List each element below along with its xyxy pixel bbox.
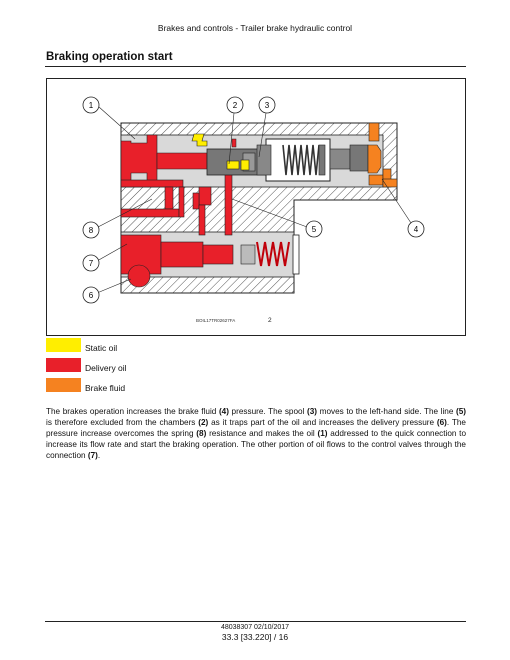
spool-rod bbox=[330, 149, 350, 169]
text-run: The brakes operation increases the brake fluid bbox=[46, 407, 219, 416]
legend-swatch bbox=[46, 338, 81, 352]
spring-seat bbox=[319, 145, 325, 175]
text-run: as it traps part of the oil and increases the delivery pressure bbox=[208, 418, 437, 427]
svg-text:4: 4 bbox=[413, 225, 419, 234]
callout-7 bbox=[83, 244, 127, 271]
footer-document-id: 48038307 02/10/2017 bbox=[220, 624, 290, 631]
footer-rule bbox=[45, 621, 466, 622]
legend-label: Delivery oil bbox=[85, 363, 127, 373]
figure-frame bbox=[46, 78, 466, 336]
svg-text:1: 1 bbox=[88, 101, 94, 110]
ref-6: (6) bbox=[436, 418, 447, 427]
ref-1: (1) bbox=[317, 429, 328, 438]
figure-number: 2 bbox=[268, 317, 272, 324]
header-rule bbox=[45, 66, 466, 67]
hydraulic-valve-diagram bbox=[47, 79, 465, 335]
legend-label: Brake fluid bbox=[85, 383, 126, 393]
spring-piston bbox=[257, 145, 271, 175]
text-run: . The pressure increase overcomes the spring bbox=[46, 418, 466, 438]
ref-4: (4) bbox=[218, 407, 229, 416]
legend-swatch bbox=[46, 358, 81, 372]
text-run: addressed to the quick connection to increase its flow rate and start the braking operation. The other portion of oil flows to the control valves through the connection bbox=[46, 429, 467, 460]
section-title: Braking operation start bbox=[46, 51, 173, 63]
text-run: pressure. The spool bbox=[228, 407, 308, 416]
page-header: Brakes and controls - Trailer brake hydraulic control bbox=[157, 23, 353, 33]
footer-page-number: 33.3 [33.220] / 16 bbox=[221, 632, 289, 642]
ref-2: (2) bbox=[198, 418, 209, 427]
svg-text:7: 7 bbox=[88, 259, 94, 268]
description-paragraph bbox=[46, 406, 466, 461]
ref-8: (8) bbox=[196, 429, 207, 438]
svg-text:8: 8 bbox=[88, 226, 94, 235]
svg-text:3: 3 bbox=[264, 101, 270, 110]
text-run: is therefore excluded from the chambers bbox=[46, 418, 199, 427]
svg-text:5: 5 bbox=[311, 225, 317, 234]
figure-reference: BOIL17TR02627FA bbox=[196, 318, 236, 323]
text-run: . bbox=[97, 451, 101, 460]
svg-text:2: 2 bbox=[232, 101, 238, 110]
ref-3: (3) bbox=[307, 407, 318, 416]
svg-text:6: 6 bbox=[88, 291, 94, 300]
spool-end bbox=[350, 145, 368, 171]
ref-5: (5) bbox=[456, 407, 467, 416]
ref-7: (7) bbox=[87, 451, 98, 460]
red-check bbox=[232, 139, 236, 147]
legend-swatch bbox=[46, 378, 81, 392]
text-run: moves to the left-hand side. The line bbox=[317, 407, 456, 416]
text-run: resistance and makes the oil bbox=[206, 429, 318, 438]
lower-spring-plug bbox=[241, 245, 255, 264]
right-fitting bbox=[293, 235, 299, 274]
legend-label: Static oil bbox=[85, 343, 118, 353]
